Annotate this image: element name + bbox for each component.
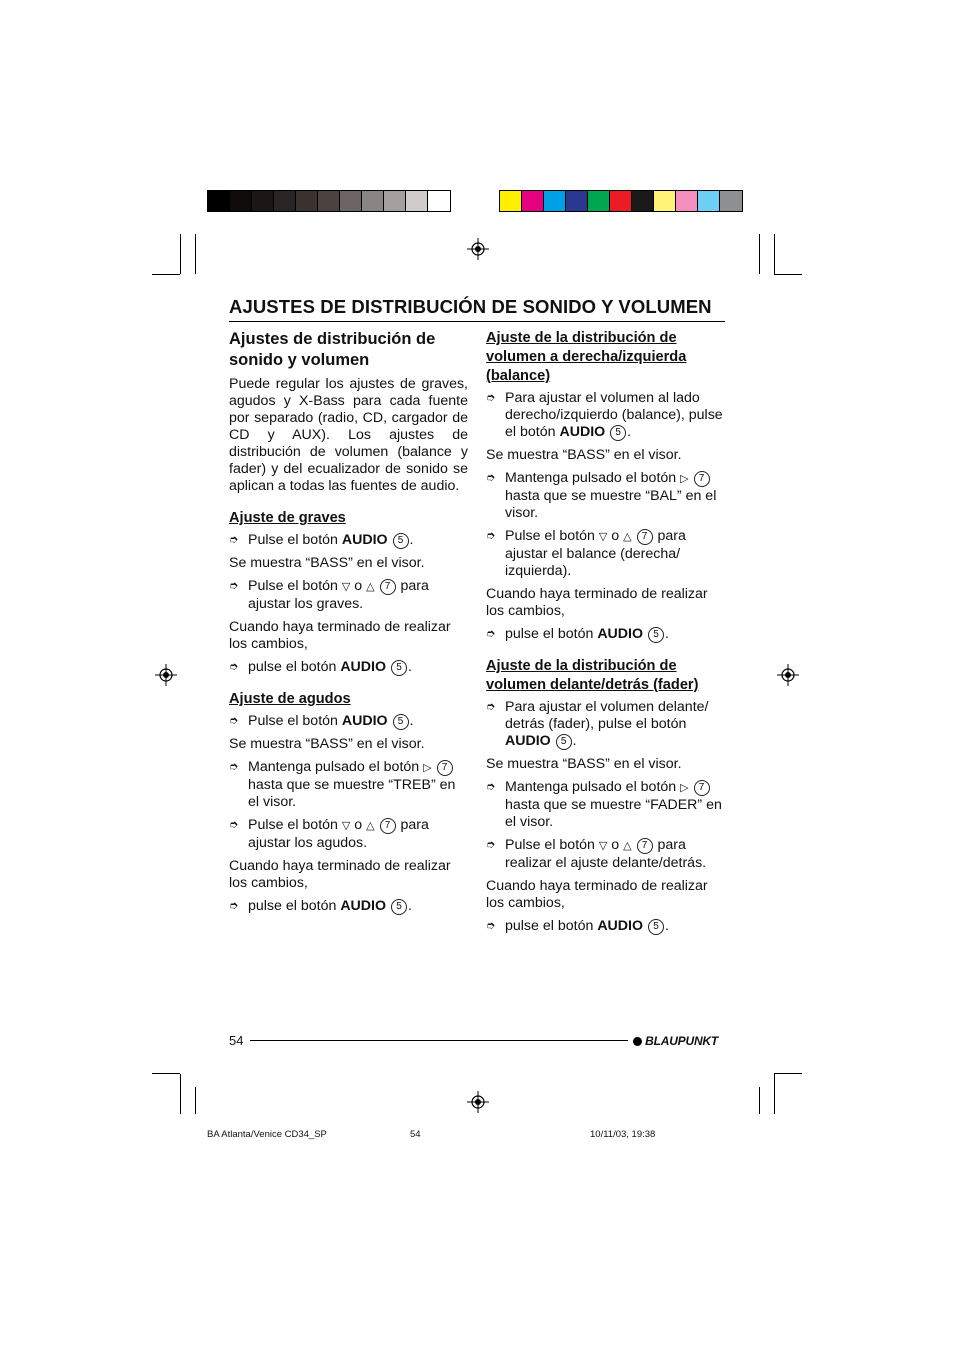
- bass-heading: Ajuste de graves: [229, 510, 346, 526]
- page-number: 54: [229, 1033, 244, 1048]
- registration-mark-icon: [467, 238, 489, 260]
- balance-heading: Ajuste de la distribución de volumen a derecha/izquierda (balance): [486, 330, 687, 384]
- color-swatch: [252, 191, 274, 211]
- done-note: Cuando haya terminado de realizar los cambios,: [486, 878, 708, 911]
- color-swatch: [500, 191, 522, 211]
- key-7-icon: 7: [694, 780, 710, 796]
- step: ➮ Pulse el botón ▽ o △ 7 para ajustar los graves.: [229, 578, 429, 612]
- display-note: Se muestra “BASS” en el visor.: [229, 555, 425, 571]
- triangle-right-icon: ▷: [680, 473, 689, 485]
- step: ➮ Mantenga pulsado el botón ▷ 7 hasta que se muestre “TREB” en el visor.: [229, 759, 456, 810]
- intro-paragraph: Puede regular los ajustes de graves, agudos y X-Bass para cada fuente por separado (radio, CD, cargador de CD y AUX). Los ajustes de distribución de volumen (balance y fader) y del ecualizador de sonido se aplican a todas las fuentes de audio.: [229, 376, 468, 494]
- step: ➮ Pulse el botón AUDIO 5 .: [229, 713, 414, 729]
- arrow-right-icon: ➮: [486, 920, 496, 932]
- key-7-icon: 7: [437, 760, 453, 776]
- triangle-down-icon: ▽: [598, 531, 608, 543]
- registration-mark-icon: [155, 664, 177, 686]
- color-swatch: [406, 191, 428, 211]
- key-5-icon: 5: [393, 533, 409, 549]
- display-note: Se muestra “BASS” en el visor.: [486, 447, 682, 463]
- section-heading: Ajustes de distribución de sonido y volumen: [229, 330, 436, 369]
- brand-dot-icon: [633, 1037, 642, 1046]
- step: ➮ Mantenga pulsado el botón ▷ 7 hasta que se muestre “BAL” en el visor.: [486, 470, 717, 521]
- key-7-icon: 7: [380, 579, 396, 595]
- step: ➮ pulse el botón AUDIO 5 .: [229, 659, 412, 675]
- triangle-up-icon: △: [366, 581, 375, 593]
- step: ➮ Para ajustar el volumen al lado derecho/izquierdo (balance), pulse el botón AUDIO 5 .: [486, 390, 723, 440]
- step: ➮ Pulse el botón ▽ o △ 7 para ajustar los agudos.: [229, 817, 429, 851]
- triangle-right-icon: ▷: [423, 762, 432, 774]
- color-swatch: [208, 191, 230, 211]
- left-column: [229, 329, 468, 921]
- arrow-right-icon: ➮: [229, 900, 239, 912]
- treble-heading: Ajuste de agudos: [229, 691, 351, 707]
- arrow-right-icon: ➮: [486, 392, 496, 404]
- done-note: Cuando haya terminado de realizar los cambios,: [229, 619, 451, 652]
- key-5-icon: 5: [391, 660, 407, 676]
- color-swatch: [610, 191, 632, 211]
- arrow-right-icon: ➮: [229, 580, 239, 592]
- color-swatch: [698, 191, 720, 211]
- color-swatch: [318, 191, 340, 211]
- key-5-icon: 5: [610, 425, 626, 441]
- arrow-right-icon: ➮: [229, 715, 239, 727]
- step: ➮ pulse el botón AUDIO 5 .: [486, 918, 669, 934]
- color-swatch: [362, 191, 384, 211]
- page-title: AJUSTES DE DISTRIBUCIÓN DE SONIDO Y VOLUMEN: [229, 296, 725, 322]
- key-7-icon: 7: [637, 838, 653, 854]
- arrow-right-icon: ➮: [486, 839, 496, 851]
- key-5-icon: 5: [393, 714, 409, 730]
- key-5-icon: 5: [648, 627, 664, 643]
- display-note: Se muestra “BASS” en el visor.: [486, 756, 682, 772]
- key-5-icon: 5: [556, 734, 572, 750]
- key-7-icon: 7: [637, 529, 653, 545]
- done-note: Cuando haya terminado de realizar los cambios,: [229, 858, 451, 891]
- key-7-icon: 7: [694, 471, 710, 487]
- key-5-icon: 5: [391, 899, 407, 915]
- key-5-icon: 5: [648, 919, 664, 935]
- triangle-down-icon: ▽: [598, 840, 608, 852]
- color-swatch: [676, 191, 698, 211]
- arrow-right-icon: ➮: [229, 534, 239, 546]
- arrow-right-icon: ➮: [486, 628, 496, 640]
- triangle-up-icon: △: [623, 840, 632, 852]
- key-7-icon: 7: [380, 818, 396, 834]
- color-swatch: [632, 191, 654, 211]
- brand-logo: BLAUPUNKT: [633, 1034, 718, 1048]
- done-note: Cuando haya terminado de realizar los cambios,: [486, 586, 708, 619]
- triangle-down-icon: ▽: [341, 820, 351, 832]
- step: ➮ Pulse el botón ▽ o △ 7 para realizar el ajuste delante/detrás.: [486, 837, 707, 871]
- footer-rule: [250, 1040, 628, 1041]
- arrow-right-icon: ➮: [486, 530, 496, 542]
- display-note: Se muestra “BASS” en el visor.: [229, 736, 425, 752]
- step: ➮ pulse el botón AUDIO 5 .: [229, 898, 412, 914]
- color-swatch: [654, 191, 676, 211]
- step: ➮ Mantenga pulsado el botón ▷ 7 hasta que se muestre “FADER” en el visor.: [486, 779, 722, 830]
- fader-heading: Ajuste de la distribución de volumen delante/detrás (fader): [486, 658, 699, 693]
- arrow-right-icon: ➮: [229, 661, 239, 673]
- color-swatch: [588, 191, 610, 211]
- slug-page: 54: [410, 1129, 421, 1140]
- color-swatch: [296, 191, 318, 211]
- triangle-up-icon: △: [366, 820, 375, 832]
- arrow-right-icon: ➮: [486, 701, 496, 713]
- color-swatch: [720, 191, 742, 211]
- step: ➮ pulse el botón AUDIO 5 .: [486, 626, 669, 642]
- arrow-right-icon: ➮: [229, 761, 239, 773]
- grayscale-calibration-bar: [207, 190, 451, 212]
- color-swatch: [522, 191, 544, 211]
- color-swatch: [428, 191, 450, 211]
- color-calibration-bar: [499, 190, 743, 212]
- registration-mark-icon: [467, 1091, 489, 1113]
- step: ➮ Pulse el botón AUDIO 5 .: [229, 532, 414, 548]
- triangle-down-icon: ▽: [341, 581, 351, 593]
- slug-filename: BA Atlanta/Venice CD34_SP: [207, 1129, 327, 1140]
- color-swatch: [544, 191, 566, 211]
- color-swatch: [230, 191, 252, 211]
- slug-date: 10/11/03, 19:38: [590, 1129, 656, 1140]
- step: ➮ Para ajustar el volumen delante/ detrás (fader), pulse el botón AUDIO 5 .: [486, 699, 709, 749]
- color-swatch: [384, 191, 406, 211]
- arrow-right-icon: ➮: [229, 819, 239, 831]
- triangle-right-icon: ▷: [680, 782, 689, 794]
- arrow-right-icon: ➮: [486, 472, 496, 484]
- arrow-right-icon: ➮: [486, 781, 496, 793]
- color-swatch: [340, 191, 362, 211]
- color-swatch: [566, 191, 588, 211]
- triangle-up-icon: △: [623, 531, 632, 543]
- color-swatch: [274, 191, 296, 211]
- step: ➮ Pulse el botón ▽ o △ 7 para ajustar el balance (derecha/ izquierda).: [486, 528, 686, 579]
- right-column: [486, 329, 725, 941]
- registration-mark-icon: [777, 664, 799, 686]
